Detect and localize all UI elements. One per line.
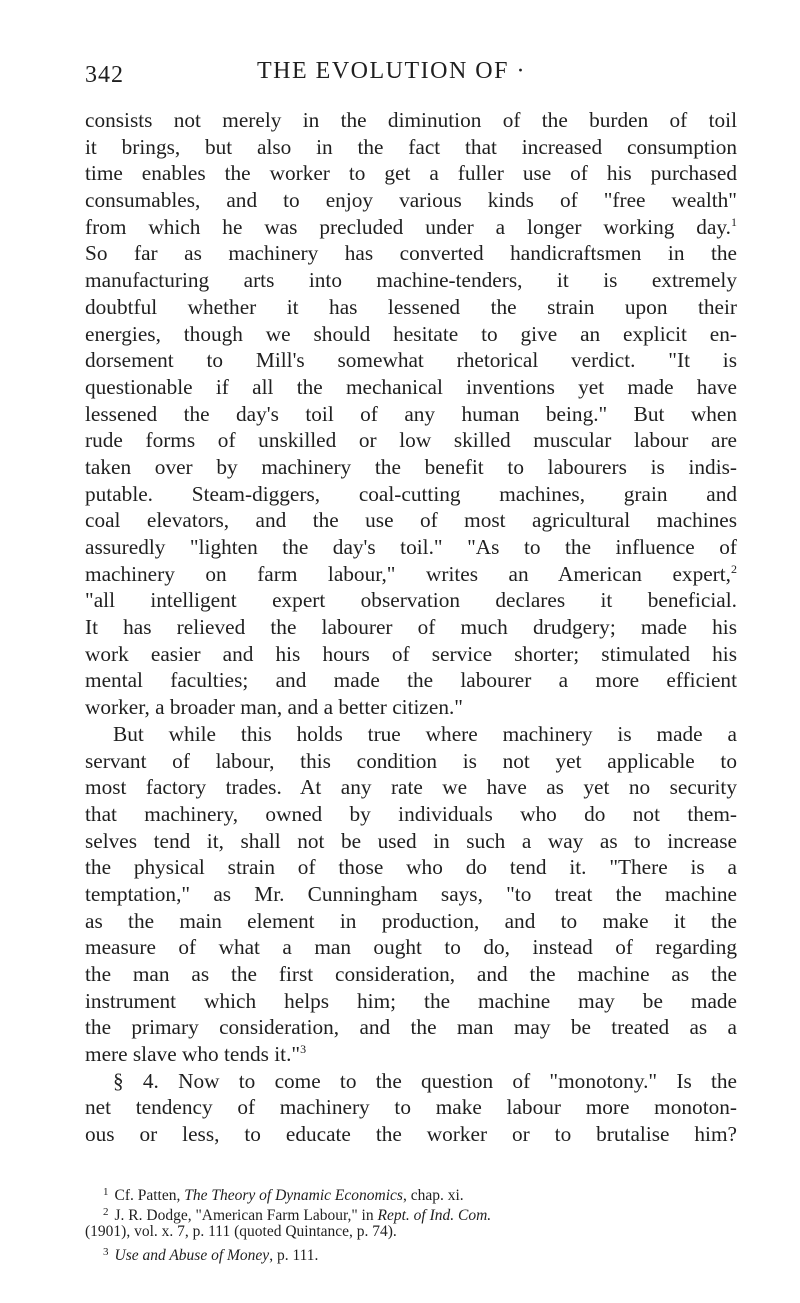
running-head: THE EVOLUTION OF · [257,58,526,84]
text-line-with-note [85,1041,737,1068]
text-line-with-note [85,214,737,241]
footnote-2 [85,1202,737,1222]
text-span: mere slave who tends it." [85,1042,301,1067]
footnote-text: , p. 111. [269,1247,319,1264]
text-line: selves tend it, shall not be used in such a way as to increase [85,828,737,853]
text-line: that machinery, owned by individuals who do not them- [85,801,737,826]
footnote-title: Rept. of Ind. Com. [377,1207,492,1224]
text-line: It has relieved the labourer of much drudgery; made his [85,615,737,640]
paragraph-3 [85,1068,737,1148]
footnote-marker: 3 [103,1246,109,1258]
text-line: instrument which helps him; the machine may be made [85,988,737,1013]
text-line: the physical strain of those who do tend it. "There is a [85,855,737,880]
text-line: mental faculties; and made the labourer a more efficient [85,668,737,693]
text-line: it brings, but also in the fact that increased consumption [85,134,737,159]
footnote-marker: 2 [103,1206,109,1218]
text-line: servant of labour, this condition is not yet applicable to [85,748,737,773]
text-line: work easier and his hours of service shorter; stimulated his [85,641,737,666]
body-text [85,107,737,1148]
text-line-with-note [85,561,737,588]
text-line: temptation," as Mr. Cunningham says, "to treat the machine [85,881,737,906]
text-line: doubtful whether it has lessened the strain upon their [85,294,737,319]
text-line: So far as machinery has converted handicraftsmen in the [85,241,737,266]
text-line: manufacturing arts into machine-tenders, it is extremely [85,268,737,293]
text-line: "all intelligent expert observation declares it beneficial. [85,588,737,613]
footnote-ref-1: 1 [731,214,737,229]
page-number: 342 [85,62,124,88]
text-line: But while this holds true where machinery is made a [113,721,737,746]
text-line: consumables, and to enjoy various kinds of "free wealth" [85,188,737,213]
text-line: taken over by machinery the benefit to labourers is indis- [85,454,737,479]
text-line: ous or less, to educate the worker or to brutalise him? [85,1122,737,1147]
text-line: consists not merely in the diminution of the burden of toil [85,108,737,132]
paragraph-2 [85,721,737,1068]
paragraph-1 [85,107,737,721]
footnote-title: Use and Abuse of Money [114,1247,270,1264]
text-line: lessened the day's toil of any human being." But when [85,401,737,426]
text-span: machinery on farm labour," writes an American expert, [85,561,731,586]
footnote-ref-3: 3 [300,1042,307,1057]
text-line: the primary consideration, and the man may be treated as a [85,1015,737,1040]
footnote-2-continued: (1901), vol. x. 7, p. 111 (quoted Quintance, p. 74). [85,1223,397,1240]
footnotes [85,1182,737,1262]
text-line: the man as the first consideration, and the machine as the [85,962,737,986]
text-line: energies, though we should hesitate to give an explicit en- [85,321,737,346]
page-header [85,52,740,92]
footnote-3 [85,1242,737,1262]
text-line: assuredly "lighten the day's toil." "As to the influence of [85,535,737,559]
footnote-text: J. R. Dodge, "American Farm Labour," in [114,1207,378,1224]
text-span: from which he was precluded under a longer working day. [85,214,731,239]
text-line: time enables the worker to get a fuller use of his purchased [85,161,737,186]
footnote-text: , chap. xi. [402,1187,464,1204]
text-line: measure of what a man ought to do, instead of regarding [85,935,737,960]
text-line: net tendency of machinery to make labour more monoton- [85,1095,737,1120]
footnote-text: Cf. Patten, [114,1187,185,1204]
footnote-1 [85,1182,737,1202]
footnote-marker: 1 [103,1186,109,1198]
text-line: § 4. Now to come to the question of "monotony." Is the [113,1068,737,1093]
text-line: most factory trades. At any rate we have as yet no security [85,775,737,800]
text-line: dorsement to Mill's somewhat rhetorical verdict. "It is [85,348,737,373]
text-line: rude forms of unskilled or low skilled muscular labour are [85,428,737,453]
footnote-title: The Theory of Dynamic Economics [184,1187,403,1204]
text-line: coal elevators, and the use of most agricultural machines [85,508,737,533]
text-line: worker, a broader man, and a better citizen." [85,695,463,720]
text-line: as the main element in production, and to make it the [85,908,737,933]
footnote-ref-2: 2 [731,561,737,576]
text-line: putable. Steam-diggers, coal-cutting machines, grain and [85,481,737,506]
text-line: questionable if all the mechanical inventions yet made have [85,374,737,399]
